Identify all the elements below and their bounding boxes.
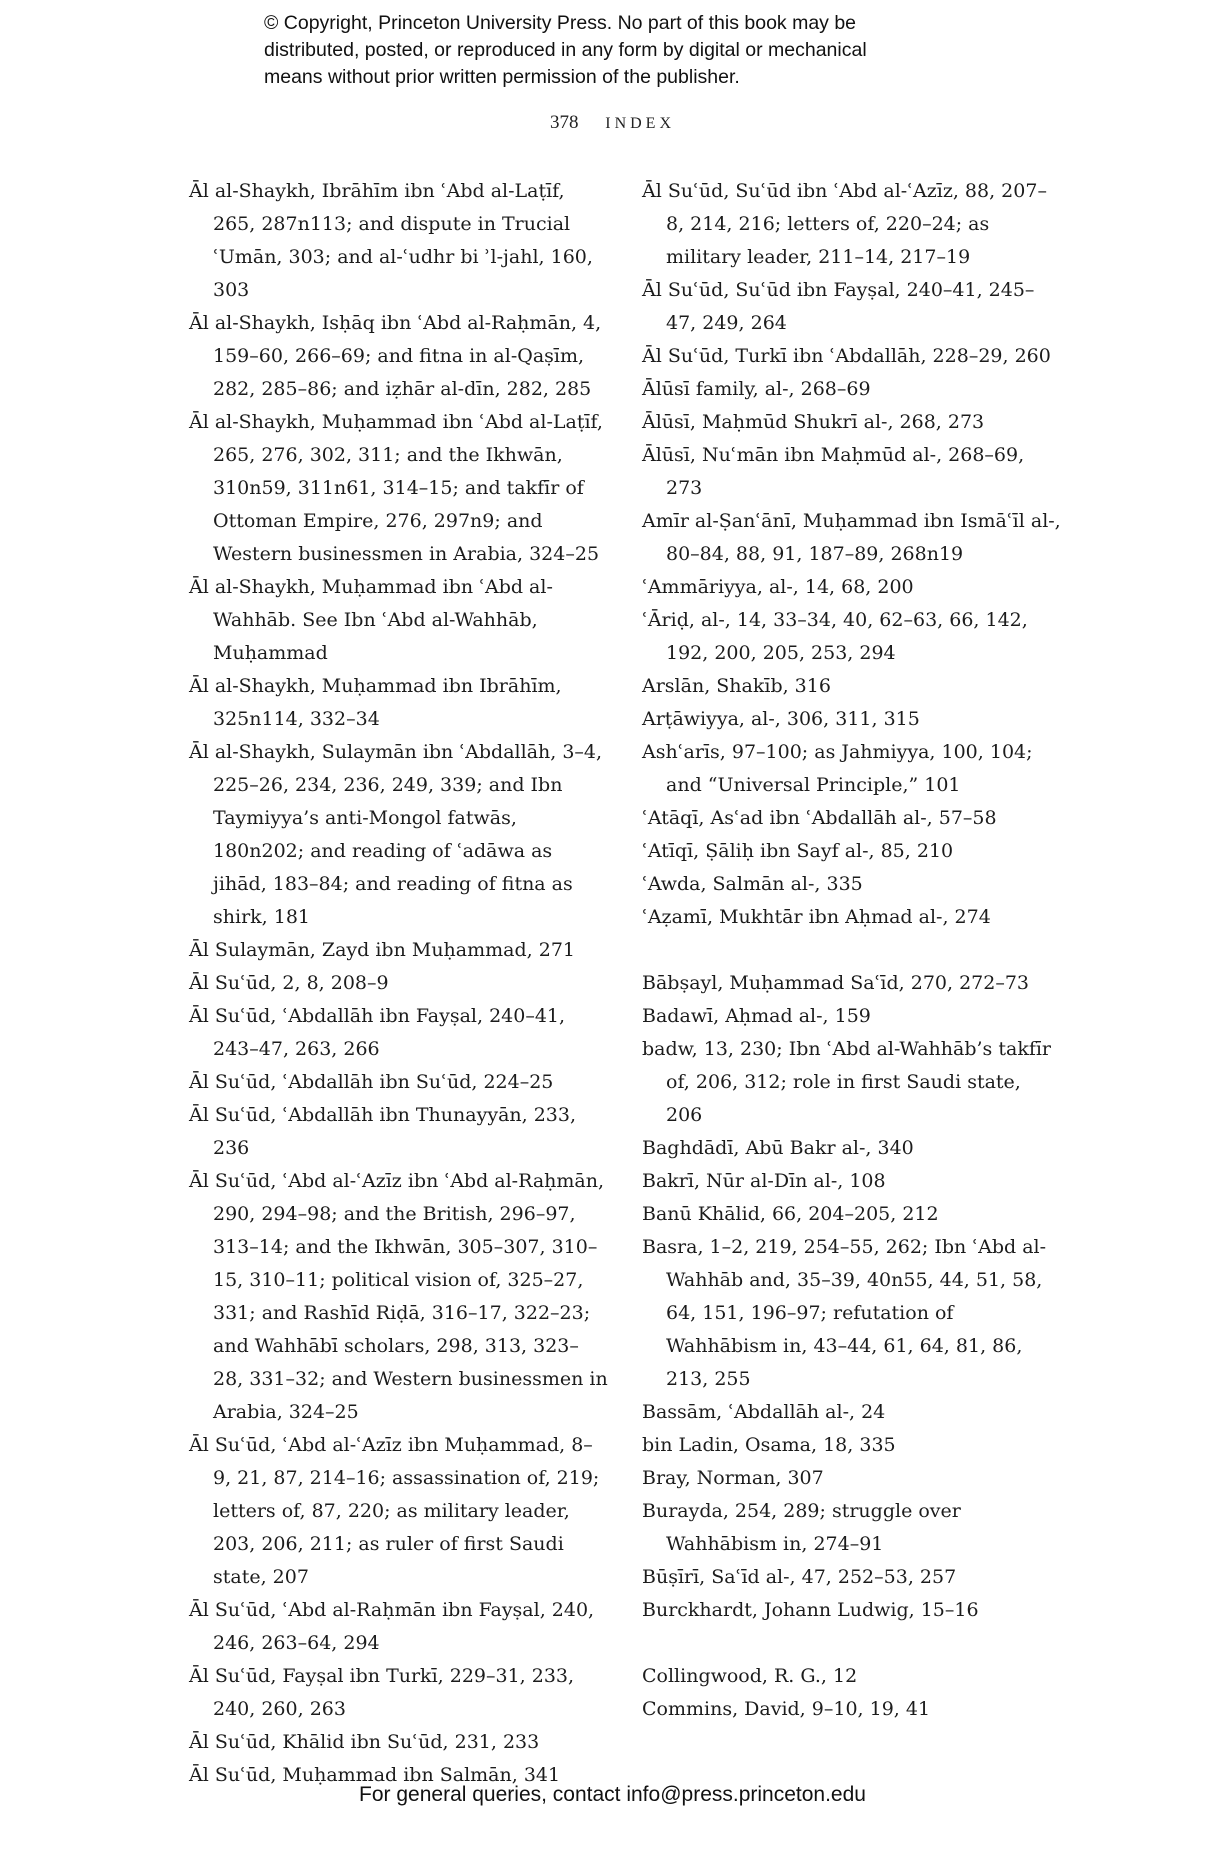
index-entry: Āl Suʿūd, ʿAbd al-Raḥmān ibn Fayṣal, 240, 246, 263–64, 294 [189, 1599, 595, 1654]
index-entry: Ālūsī, Nuʿmān ibn Maḥmūd al-, 268–69, 273 [642, 444, 1025, 499]
copyright-line: © Copyright, Princeton University Press. No part of this book may be [264, 12, 857, 34]
index-entry: Āl Suʿūd, ʿAbdallāh ibn Thunayyān, 233, 236 [189, 1104, 577, 1159]
index-entry: Āl Suʿūd, Fayṣal ibn Turkī, 229–31, 233, 240, 260, 263 [189, 1665, 575, 1720]
index-entry: Banū Khālid, 66, 204–205, 212 [642, 1203, 939, 1225]
index-entry: Āl Sulaymān, Zayd ibn Muḥammad, 271 [189, 939, 575, 961]
index-entry: Collingwood, R. G., 12 [642, 1665, 858, 1687]
index-entry: Āl al-Shaykh, Muḥammad ibn ʿAbd al-Laṭīf, 265, 276, 302, 311; and the Ikhwān, 310n59, 311n61, 314–15; and takfīr of Ottoman Empire, 276, 297n9; and Western businessmen in Arabia, 324–25 [189, 411, 603, 565]
index-entry: Āl Suʿūd, ʿAbdallāh ibn Fayṣal, 240–41, 243–47, 263, 266 [189, 1005, 566, 1060]
index-entry: Āl al-Shaykh, Isḥāq ibn ʿAbd al-Raḥmān, 4, 159–60, 266–69; and fitna in al-Qaṣīm, 282, 285–86; and iẓhār al-dīn, 282, 285 [189, 312, 602, 400]
index-column-left [189, 175, 609, 1792]
letter-group-gap [642, 1627, 1062, 1660]
index-entry: Āl Suʿūd, Muḥammad ibn Salmān, 341 [189, 1764, 561, 1786]
running-head [0, 112, 1225, 134]
index-entry: Ālūsī family, al-, 268–69 [642, 378, 871, 400]
index-entry: ʿAtāqī, Asʿad ibn ʿAbdallāh al-, 57–58 [642, 807, 997, 829]
letter-group-gap [642, 934, 1062, 967]
index-entry: ʿAẓamī, Mukhtār ibn Aḥmad al-, 274 [642, 906, 991, 928]
index-entry: Commins, David, 9–10, 19, 41 [642, 1698, 931, 1720]
index-entry: Āl al-Shaykh, Muḥammad ibn ʿAbd al-Wahhāb. See Ibn ʿAbd al-Wahhāb, Muḥammad [189, 576, 553, 664]
index-entry: Āl Suʿūd, Turkī ibn ʿAbdallāh, 228–29, 260 [642, 345, 1051, 367]
index-entry: Āl Suʿūd, Khālid ibn Suʿūd, 231, 233 [189, 1731, 540, 1753]
index-entry: Burckhardt, Johann Ludwig, 15–16 [642, 1599, 979, 1621]
index-entry: Āl Suʿūd, Suʿūd ibn ʿAbd al-ʿAzīz, 88, 207–8, 214, 216; letters of, 220–24; as military leader, 211–14, 217–19 [642, 180, 1047, 268]
index-entry: Āl al-Shaykh, Muḥammad ibn Ibrāhīm, 325n114, 332–34 [189, 675, 562, 730]
index-entry: ʿAwda, Salmān al-, 335 [642, 873, 863, 895]
index-entry: Āl al-Shaykh, Sulaymān ibn ʿAbdallāh, 3–4, 225–26, 234, 236, 249, 339; and Ibn Taymiyya’s anti-Mongol fatwās, 180n202; and reading of ʿadāwa as jihād, 183–84; and reading of fitna as shirk, 181 [189, 741, 603, 928]
index-entry: Āl Suʿūd, ʿAbd al-ʿAzīz ibn Muḥammad, 8–9, 21, 87, 214–16; assassination of, 219; letters of, 87, 220; as military leader, 203, 206, 211; as ruler of first Saudi state, 207 [189, 1434, 600, 1588]
index-entry: ʿĀriḍ, al-, 14, 33–34, 40, 62–63, 66, 142, 192, 200, 205, 253, 294 [642, 609, 1028, 664]
index-entry: Bassām, ʿAbdallāh al-, 24 [642, 1401, 886, 1423]
index-entry: Bābṣayl, Muḥammad Saʿīd, 270, 272–73 [642, 972, 1030, 994]
index-entry: Arslān, Shakīb, 316 [642, 675, 831, 697]
index-entry: Āl Suʿūd, ʿAbd al-ʿAzīz ibn ʿAbd al-Raḥmān, 290, 294–98; and the British, 296–97, 313–14; and the Ikhwān, 305–307, 310–15, 310–11; political vision of, 325–27, 331; and Rashīd Riḍā, 316–17, 322–23; and Wahhābī scholars, 298, 313, 323–28, 331–32; and Western businessmen in Arabia, 324–25 [189, 1170, 608, 1423]
copyright-line: distributed, posted, or reproduced in any form by digital or mechanical [264, 39, 867, 61]
index-entry: Basra, 1–2, 219, 254–55, 262; Ibn ʿAbd al-Wahhāb and, 35–39, 40n55, 44, 51, 58, 64, 151, 196–97; refutation of Wahhābism in, 43–44, 61, 64, 81, 86, 213, 255 [642, 1236, 1047, 1390]
index-entry: Būṣīrī, Saʿīd al-, 47, 252–53, 257 [642, 1566, 957, 1588]
index-entry: Āl Suʿūd, 2, 8, 208–9 [189, 972, 389, 994]
index-column-right [642, 175, 1062, 1726]
index-entry: Āl Suʿūd, ʿAbdallāh ibn Suʿūd, 224–25 [189, 1071, 554, 1093]
index-entry: Āl al-Shaykh, Ibrāhīm ibn ʿAbd al-Laṭīf, 265, 287n113; and dispute in Trucial ʿUmān, 303; and al-ʿudhr bi ʾl-jahl, 160, 303 [189, 180, 593, 301]
footer-contact: For general queries, contact info@press.princeton.edu [359, 1783, 866, 1806]
index-entry: Arṭāwiyya, al-, 306, 311, 315 [642, 708, 920, 730]
page-number: 378 [549, 112, 579, 133]
index-entry: Ashʿarīs, 97–100; as Jahmiyya, 100, 104; and “Universal Principle,” 101 [642, 741, 1033, 796]
copyright-notice [264, 10, 1024, 91]
copyright-line: means without prior written permission of the publisher. [264, 66, 740, 88]
index-entry: Burayda, 254, 289; struggle over Wahhābism in, 274–91 [642, 1500, 961, 1555]
index-entry: badw, 13, 230; Ibn ʿAbd al-Wahhāb’s takfīr of, 206, 312; role in first Saudi state, 206 [642, 1038, 1052, 1126]
index-entry: Āl Suʿūd, Suʿūd ibn Fayṣal, 240–41, 245–47, 249, 264 [642, 279, 1035, 334]
index-entry: ʿAmmāriyya, al-, 14, 68, 200 [642, 576, 914, 598]
section-title: INDEX [605, 115, 675, 132]
index-entry: ʿAtīqī, Ṣāliḥ ibn Sayf al-, 85, 210 [642, 840, 954, 862]
index-entry: Badawī, Aḥmad al-, 159 [642, 1005, 871, 1027]
index-entry: Ālūsī, Maḥmūd Shukrī al-, 268, 273 [642, 411, 985, 433]
index-entry: bin Ladin, Osama, 18, 335 [642, 1434, 896, 1456]
index-entry: Bakrī, Nūr al-Dīn al-, 108 [642, 1170, 886, 1192]
index-entry: Baghdādī, Abū Bakr al-, 340 [642, 1137, 914, 1159]
index-entry: Bray, Norman, 307 [642, 1467, 824, 1489]
index-entry: Amīr al-Ṣanʿānī, Muḥammad ibn Ismāʿīl al-, 80–84, 88, 91, 187–89, 268n19 [642, 510, 1061, 565]
